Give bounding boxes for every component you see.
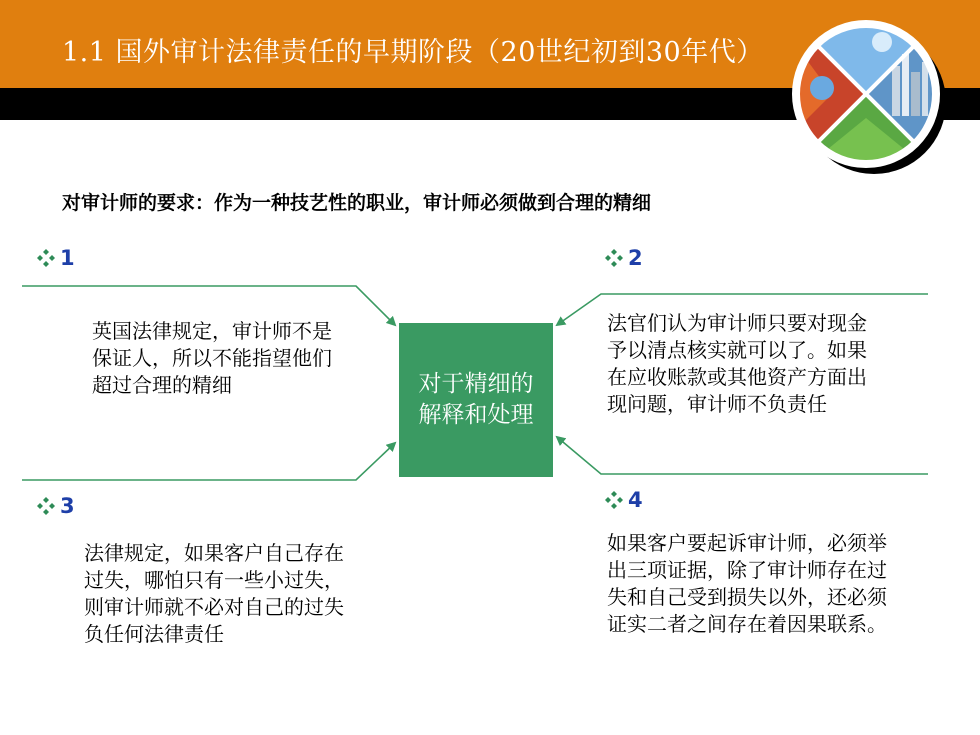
quadrant-1-text: 英国法律规定，审计师不是保证人，所以不能指望他们超过合理的精细 [92,319,332,397]
connector-4 [557,437,928,474]
connector-3 [22,443,395,480]
quadrant-4-number: 4 [628,488,643,512]
center-box-label: 对于精细的解释和处理 [418,371,534,428]
quadrant-3-number: 3 [60,494,75,518]
quadrant-2-number: 2 [628,246,643,270]
quadrant-2-heading [604,246,643,270]
quadrant-1-number: 1 [60,246,75,270]
quadrant-4-text: 如果客户要起诉审计师，必须举出三项证据，除了审计师存在过失和自己受到损失以外，还必须证实二者之间存在着因果联系。 [607,531,887,636]
diamond-bullet-icon [604,490,624,510]
quadrant-4-heading [604,488,643,512]
slide-title: 1.1 国外审计法律责任的早期阶段（20世纪初到30年代） [62,37,764,68]
diamond-bullet-icon [36,248,56,268]
quadrant-1-heading [36,246,75,270]
photo-collage-badge-icon [782,8,962,188]
requirement-statement: 对审计师的要求：作为一种技艺性的职业，审计师必须做到合理的精细 [62,192,652,214]
center-box [399,323,553,477]
quadrant-3-heading [36,494,75,518]
quadrant-3-text: 法律规定，如果客户自己存在过失，哪怕只有一些小过失，则审计师就不必对自己的过失负任何法律责任 [84,541,344,646]
diamond-bullet-icon [36,496,56,516]
quadrant-2-text: 法官们认为审计师只要对现金予以清点核实就可以了。如果在应收账款或其他资产方面出现问题，审计师不负责任 [607,311,867,416]
diamond-bullet-icon [604,248,624,268]
